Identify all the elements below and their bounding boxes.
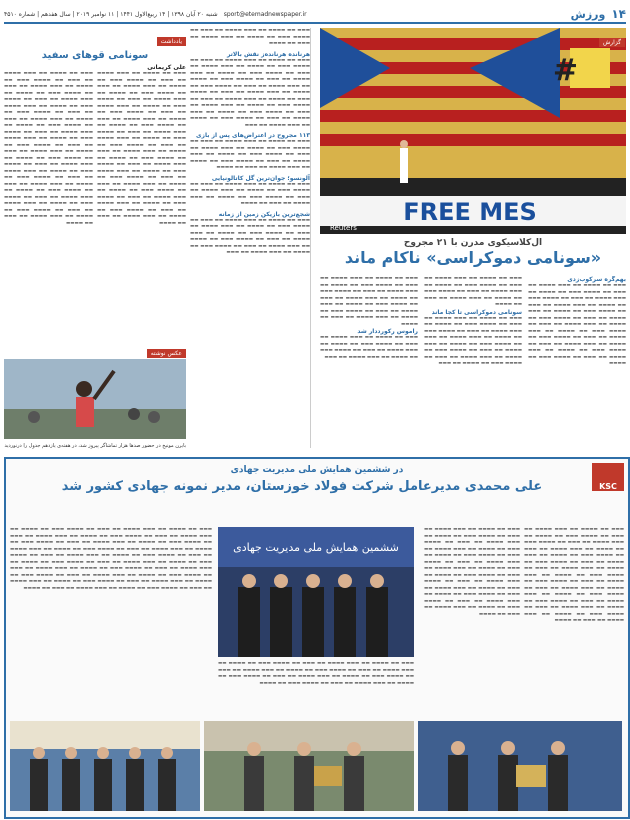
main-headline-block bbox=[320, 238, 626, 274]
main-subhead-2: سونامی دموکراسی تا کجا ماند bbox=[431, 308, 522, 316]
opinion-byline: علی کریمانی bbox=[147, 64, 186, 71]
main-body-text-1: ▬▬▬ ▬▬ ▬▬▬▬ ▬▬ ▬▬▬ ▬▬▬▬ ▬▬ ▬▬▬ ▬▬ ▬▬▬▬ ▬▬▬ ▬▬ ▬▬▬▬ ▬▬ ▬▬▬ ▬▬▬▬ ▬▬ ▬▬▬ ▬▬ ▬▬▬▬ ▬▬▬ ▬▬ ▬▬▬▬ ▬▬ ▬▬▬ ▬▬▬▬ ▬▬ ▬▬▬ ▬▬ ▬▬▬▬ ▬▬▬ ▬▬ ▬▬▬▬ ▬▬ ▬▬▬ ▬▬▬▬ ▬▬ ▬▬▬ ▬▬ ▬▬▬▬ ▬▬▬ ▬▬ ▬▬▬▬ ▬▬ ▬▬▬ ▬▬▬▬ ▬▬ ▬▬▬ ▬▬ ▬▬▬▬ ▬▬▬ ▬▬ ▬▬▬▬ ▬▬ ▬▬▬ ▬▬▬▬ ▬▬ ▬▬▬ ▬▬ ▬▬▬▬ ▬▬▬ ▬▬ ▬▬▬▬ ▬▬ ▬▬▬ ▬▬▬▬ ▬▬ ▬▬▬ ▬▬ ▬▬▬▬ ▬▬▬ ▬▬ ▬▬▬▬ ▬▬ ▬▬▬ ▬▬▬▬ ▬▬ ▬▬▬ ▬▬ ▬▬▬▬ ▬▬▬ ▬▬ ▬▬▬▬ bbox=[528, 283, 626, 366]
main-body-text-2a: ▬▬▬ ▬▬ ▬▬▬▬ ▬▬ ▬▬▬ ▬▬▬▬ ▬▬ ▬▬▬ ▬▬ ▬▬▬▬ ▬▬▬ ▬▬ ▬▬▬▬ ▬▬ ▬▬▬ ▬▬▬▬ ▬▬ ▬▬▬ ▬▬ ▬▬▬▬ ▬▬▬ ▬▬ ▬▬▬▬ ▬▬ ▬▬▬ ▬▬▬▬ ▬▬ ▬▬▬ ▬▬ ▬▬▬▬ bbox=[424, 276, 522, 307]
middle-subhead-1: هرنانده هرنانده‌ز نقش بالاتر bbox=[226, 50, 310, 58]
flag-stripes bbox=[320, 28, 626, 178]
svg-text:#: # bbox=[552, 53, 578, 88]
award-stage-photo bbox=[10, 721, 200, 811]
crowd-celebration-photo bbox=[4, 359, 186, 439]
main-kicker: ال‌کلاسیکوی مدرن با ۲۱ مجروح bbox=[403, 238, 543, 248]
main-body-text-3a: ▬▬▬ ▬▬ ▬▬▬▬ ▬▬ ▬▬▬ ▬▬▬▬ ▬▬ ▬▬▬ ▬▬ ▬▬▬▬ ▬▬▬ ▬▬ ▬▬▬▬ ▬▬ ▬▬▬ ▬▬▬▬ ▬▬ ▬▬▬ ▬▬ ▬▬▬▬ ▬▬▬ ▬▬ ▬▬▬▬ ▬▬ ▬▬▬ ▬▬▬▬ ▬▬ ▬▬▬ ▬▬ ▬▬▬▬ ▬▬▬ ▬▬ ▬▬▬▬ ▬▬ ▬▬▬ ▬▬▬▬ ▬▬ ▬▬▬ ▬▬ ▬▬▬▬ ▬▬▬ ▬▬ ▬▬▬▬ ▬▬ ▬▬▬ ▬▬▬▬ ▬▬ ▬▬▬ ▬▬ ▬▬▬▬ bbox=[320, 276, 418, 327]
main-subhead-1: بهم‌گره سرکوب‌زدی bbox=[567, 276, 626, 283]
section-title: ورزش bbox=[570, 7, 606, 21]
banner-text: FREE MES bbox=[403, 198, 537, 226]
page-number: ۱۴ bbox=[611, 7, 626, 21]
section-email[interactable]: sport@etemadnewspaper.ir bbox=[223, 10, 307, 18]
ceremony-group-photo bbox=[218, 527, 414, 657]
left-opinion-column: یادداشت سونامی قوهای سفید علی کریمانی ▬▬▬ ▬▬ ▬▬▬▬ ▬▬ ▬▬▬ ▬▬▬▬ ▬▬ ▬▬▬ ▬▬ ▬▬▬▬ ▬▬▬ ▬▬ ▬▬▬▬ ▬▬ ▬▬▬ ▬▬▬▬ ▬▬ ▬▬▬ ▬▬ ▬▬▬▬ ▬▬▬ ▬▬ ▬▬▬▬ ▬▬ ▬▬▬ ▬▬▬▬ ▬▬ ▬▬▬ ▬▬ ▬▬▬▬ ▬▬▬ ▬▬ ▬▬▬▬ ▬▬ ▬▬▬ ▬▬▬▬ ▬▬ ▬▬▬ ▬▬ ▬▬▬▬ ▬▬▬ ▬▬ ▬▬▬▬ ▬▬ ▬▬▬ ▬▬▬▬ ▬▬ ▬▬▬ ▬▬ ▬▬▬▬ ▬▬▬ ▬▬ ▬▬▬▬ ▬▬ ▬▬▬ ▬▬▬▬ ▬▬ ▬▬▬ ▬▬ ▬▬▬▬ ▬▬▬ ▬▬ ▬▬▬▬ ▬▬ ▬▬▬ ▬▬▬▬ ▬▬ ▬▬▬ ▬▬ ▬▬▬▬ ▬▬▬ ▬▬ ▬▬▬▬ ▬▬ ▬▬▬ ▬▬▬▬ ▬▬ ▬▬▬ ▬▬ ▬▬▬▬ ▬▬▬ ▬▬ ▬▬▬▬ ▬▬ ▬▬▬ ▬▬▬▬ ▬▬ ▬▬▬ ▬▬ ▬▬▬▬ ▬▬▬ ▬▬ ▬▬▬▬ ▬▬ ▬▬▬ ▬▬▬▬ ▬▬ ▬▬▬ ▬▬ ▬▬▬▬ ▬▬▬ ▬▬ ▬▬▬▬ ▬▬ ▬▬▬ ▬▬▬▬ ▬▬ ▬▬▬ ▬▬ ▬▬▬▬ ▬▬▬ ▬▬ ▬▬▬▬ ▬▬ ▬▬▬ ▬▬▬▬ ▬▬ ▬▬▬ ▬▬ ▬▬▬▬ ▬▬▬ ▬▬ ▬▬▬▬ ▬▬ ▬▬▬ ▬▬▬▬ ▬▬ ▬▬▬ ▬▬ ▬▬▬▬ ▬▬▬ ▬▬ ▬▬▬▬ ▬▬ ▬▬▬ ▬▬▬▬ ▬▬ ▬▬▬ ▬▬ ▬▬▬▬ ▬▬▬ ▬▬ ▬▬▬▬ ▬▬ ▬▬▬ ▬▬▬▬ ▬▬ ▬▬▬ ▬▬ ▬▬▬▬ ▬▬▬ ▬▬ ▬▬▬▬ ▬▬ ▬▬▬ ▬▬▬▬ ▬▬ ▬▬▬ ▬▬ ▬▬▬▬ ▬▬▬ ▬▬ ▬▬▬▬ ▬▬ ▬▬▬ ▬▬▬▬ ▬▬ ▬▬▬ ▬▬ ▬▬▬▬ ▬▬▬ ▬▬ ▬▬▬▬ ▬▬ ▬▬▬ ▬▬▬▬ ▬▬ ▬▬▬ ▬▬ ▬▬▬▬ ▬▬▬ ▬▬ ▬▬▬▬ ▬▬ ▬▬▬ ▬▬▬▬ ▬▬ ▬▬▬ ▬▬ ▬▬▬▬ ▬▬▬ ▬▬ ▬▬▬▬ ▬▬ ▬▬▬ ▬▬▬▬ ▬▬ ▬▬▬ ▬▬ ▬▬▬▬ ▬▬▬ ▬▬ ▬▬▬▬ ▬▬ ▬▬▬ ▬▬▬▬ ▬▬ ▬▬▬ ▬▬ ▬▬▬▬ ▬▬▬ ▬▬ ▬▬▬▬ ▬▬ ▬▬▬ ▬▬▬▬ ▬▬ ▬▬▬ ▬▬ ▬▬▬▬ ▬▬▬ ▬▬ ▬▬▬▬ ▬▬ ▬▬▬ ▬▬▬▬ ▬▬ ▬▬▬ ▬▬ ▬▬▬▬ ▬▬▬ ▬▬ ▬▬▬▬ ▬▬ ▬▬▬ ▬▬▬▬ ▬▬ ▬▬▬ ▬▬ ▬▬▬▬ ▬▬▬ ▬▬ ▬▬▬▬ ▬▬ ▬▬▬ ▬▬▬▬ ▬▬ ▬▬▬ ▬▬ ▬▬▬▬ ▬▬▬ ▬▬ ▬▬▬▬ ▬▬ ▬▬▬ ▬▬▬▬ ▬▬ ▬▬▬ ▬▬ ▬▬▬▬ ▬▬▬ ▬▬ ▬▬▬▬ ▬▬ ▬▬▬ ▬▬▬▬ ▬▬ ▬▬▬ ▬▬ ▬▬▬▬ ▬▬▬ ▬▬ ▬▬▬▬ ▬▬ ▬▬▬ ▬▬▬▬ ▬▬ ▬▬▬ ▬▬ ▬▬▬▬ bbox=[4, 38, 186, 226]
middle-subhead-2: ۱۱۳ مجروح در اعتراض‌های پس از بازی bbox=[196, 132, 310, 139]
photo-caption-tag: عکس نوشته bbox=[147, 349, 186, 358]
officials-photo bbox=[418, 721, 622, 811]
award-presentation-photo bbox=[204, 721, 414, 811]
masthead bbox=[4, 6, 626, 24]
main-subhead-3: راموس رکورددار شد bbox=[357, 328, 418, 335]
main-photo bbox=[320, 28, 626, 234]
main-body-col-2 bbox=[424, 276, 522, 452]
dateline: شنبه ۲۰ آبان ۱۳۹۸ | ۱۴ ربیع‌الاول ۱۴۴۱ | ۱۱ نوامبر ۲۰۱۹ | سال هفدهم | شماره ۴۵۱۰ bbox=[4, 10, 218, 18]
opinion-tag: یادداشت bbox=[157, 37, 186, 46]
main-body-col-3 bbox=[320, 276, 418, 452]
ad-kicker: در ششمین همایش ملی مدیریت جهادی bbox=[230, 465, 404, 475]
photo-caption-text: بایرن مونیخ در حضور صدها هزار تماشاگر پیروز شد، در هفته‌ی یازدهم جدول را درنوردید bbox=[4, 443, 186, 449]
photo-credit: Reuters bbox=[330, 224, 357, 232]
ksc-logo: KSC bbox=[592, 463, 624, 491]
advertisement-box: KSC در ششمین همایش ملی مدیریت جهادی علی محمدی مدیرعامل شرکت فولاد خوزستان، مدیر نمونه جهادی کشور شد ششمین همایش ملی مدیریت جهادی ▬▬▬ ▬▬ ▬▬▬▬ ▬▬ ▬▬▬ ▬▬▬▬ ▬▬ ▬▬▬ ▬▬ ▬▬▬▬ ▬▬▬ ▬▬ ▬▬▬▬ ▬▬ ▬▬▬ ▬▬▬▬ ▬▬ ▬▬▬ ▬▬ ▬▬▬▬ ▬▬▬ ▬▬ ▬▬▬▬ ▬▬ ▬▬▬ ▬▬▬▬ ▬▬ ▬▬▬ ▬▬ ▬▬▬▬ ▬▬▬ ▬▬ ▬▬▬▬ ▬▬ ▬▬▬ ▬▬▬▬ ▬▬ ▬▬▬ ▬▬ ▬▬▬▬ ▬▬▬ ▬▬ ▬▬▬▬ ▬▬ ▬▬▬ ▬▬▬▬ ▬▬ ▬▬▬ ▬▬ ▬▬▬▬ ▬▬▬ ▬▬ ▬▬▬▬ ▬▬ ▬▬▬ ▬▬▬▬ ▬▬ ▬▬▬ ▬▬ ▬▬▬▬ ▬▬▬ ▬▬ ▬▬▬▬ ▬▬ ▬▬▬ ▬▬▬▬ ▬▬ ▬▬▬ ▬▬ ▬▬▬▬ ▬▬▬ ▬▬ ▬▬▬▬ ▬▬ ▬▬▬ ▬▬▬▬ ▬▬ ▬▬▬ ▬▬ ▬▬▬▬ ▬▬▬ ▬▬ ▬▬▬▬ ▬▬ ▬▬▬ ▬▬▬▬ ▬▬ ▬▬▬ ▬▬ ▬▬▬▬ ▬▬▬ ▬▬ ▬▬▬▬ ▬▬ ▬▬▬ ▬▬▬▬ ▬▬ ▬▬▬ ▬▬ ▬▬▬▬ ▬▬▬ ▬▬ ▬▬▬▬ ▬▬ ▬▬▬ ▬▬▬▬ ▬▬ ▬▬▬ ▬▬ ▬▬▬▬ ▬▬▬ ▬▬ ▬▬▬▬ ▬▬ ▬▬▬ ▬▬▬▬ ▬▬ ▬▬▬ ▬▬ ▬▬▬▬ ▬▬▬ ▬▬ ▬▬▬▬ ▬▬ ▬▬▬ ▬▬▬▬ ▬▬ ▬▬▬ ▬▬ ▬▬▬▬ ▬▬▬ ▬▬ ▬▬▬▬ ▬▬ ▬▬▬ ▬▬▬▬ ▬▬ ▬▬▬ ▬▬ ▬▬▬▬ ▬▬▬ ▬▬ ▬▬▬▬ ▬▬ ▬▬▬ ▬▬▬▬ ▬▬ ▬▬▬ ▬▬ ▬▬▬▬ ▬▬▬ ▬▬ ▬▬▬▬ ▬▬ ▬▬▬ ▬▬▬▬ ▬▬ ▬▬▬ ▬▬ ▬▬▬▬ ▬▬▬ ▬▬ ▬▬▬▬ ▬▬ ▬▬▬ ▬▬▬▬ ▬▬ ▬▬▬ ▬▬ ▬▬▬▬ ▬▬▬ ▬▬ ▬▬▬▬ ▬▬ ▬▬▬ ▬▬▬▬ ▬▬ ▬▬▬ ▬▬ ▬▬▬▬ ▬▬▬ ▬▬ ▬▬▬▬ ▬▬ ▬▬▬ ▬▬▬▬ ▬▬ ▬▬▬ ▬▬ ▬▬▬▬ ▬▬▬ ▬▬ ▬▬▬▬ ▬▬ ▬▬▬ ▬▬▬▬ ▬▬ ▬▬▬ ▬▬ ▬▬▬▬ ▬▬▬ ▬▬ ▬▬▬▬ ▬▬ ▬▬▬ ▬▬▬▬ ▬▬ ▬▬▬ ▬▬ ▬▬▬▬ ▬▬▬ ▬▬ ▬▬▬▬ ▬▬ ▬▬▬ ▬▬▬▬ ▬▬ ▬▬▬ ▬▬ ▬▬▬▬ ▬▬▬ ▬▬ ▬▬▬▬ ▬▬ ▬▬▬ ▬▬▬▬ ▬▬ ▬▬▬ ▬▬ ▬▬▬▬ ▬▬▬ ▬▬ ▬▬▬▬ ▬▬ ▬▬▬ ▬▬▬▬ ▬▬ ▬▬▬ ▬▬ ▬▬▬▬ ▬▬▬ ▬▬ ▬▬▬▬ ▬▬▬ ▬▬ ▬▬▬▬ ▬▬ ▬▬▬ ▬▬▬▬ ▬▬ ▬▬▬ ▬▬ ▬▬▬▬ ▬▬▬ ▬▬ ▬▬▬▬ ▬▬ ▬▬▬ ▬▬▬▬ ▬▬ ▬▬▬ ▬▬ ▬▬▬▬ ▬▬▬ ▬▬ ▬▬▬▬ ▬▬ ▬▬▬ ▬▬▬▬ ▬▬ ▬▬▬ ▬▬ ▬▬▬▬ ▬▬▬ ▬▬ ▬▬▬▬ ▬▬ ▬▬▬ ▬▬▬▬ ▬▬ ▬▬▬ ▬▬ ▬▬▬▬ ▬▬▬ ▬▬ ▬▬▬▬ ▬▬ ▬▬▬ ▬▬▬▬ ▬▬ ▬▬▬ ▬▬ ▬▬▬▬ ▬▬▬ ▬▬ ▬▬▬▬ ▬▬ ▬▬▬ ▬▬▬▬ ▬▬ ▬▬▬ ▬▬ ▬▬▬▬ ▬▬▬ ▬▬ ▬▬▬▬ ▬▬ ▬▬▬ ▬▬▬▬ ▬▬ ▬▬▬ ▬▬ ▬▬▬▬ ▬▬▬ ▬▬ ▬▬▬▬ ▬▬ ▬▬▬ ▬▬▬▬ ▬▬ ▬▬▬ ▬▬ ▬▬▬▬ ▬▬▬ ▬▬ ▬▬▬▬ ▬▬ ▬▬▬ ▬▬▬▬ ▬▬ ▬▬▬ ▬▬ ▬▬▬▬ ▬▬▬ ▬▬ ▬▬▬▬ ▬▬ ▬▬▬ ▬▬▬▬ ▬▬ ▬▬▬ ▬▬ ▬▬▬▬ ▬▬▬ ▬▬ ▬▬▬▬ ▬▬ ▬▬▬ ▬▬▬▬ ▬▬ ▬▬▬ ▬▬ ▬▬▬▬ ▬▬▬ ▬▬ ▬▬▬▬ ▬▬ ▬▬▬ ▬▬▬▬ ▬▬ ▬▬▬ ▬▬ ▬▬▬▬ ▬▬▬ ▬▬ ▬▬▬▬ ▬▬ ▬▬▬ ▬▬▬▬ ▬▬ ▬▬▬ ▬▬ ▬▬▬▬ ▬▬▬ ▬▬ ▬▬▬▬ ▬▬ ▬▬▬ ▬▬▬▬ ▬▬ ▬▬▬ ▬▬ ▬▬▬▬ bbox=[4, 457, 630, 819]
opinion-headline[interactable]: سونامی قوهای سفید bbox=[41, 50, 149, 61]
middle-subhead-3: آلونسو؛ جوان‌ترین گل کاتالونیایی bbox=[211, 174, 310, 182]
stadium-crowd-photo bbox=[320, 28, 626, 234]
main-body-text-2b: ▬▬▬ ▬▬ ▬▬▬▬ ▬▬ ▬▬▬ ▬▬▬▬ ▬▬ ▬▬▬ ▬▬ ▬▬▬▬ ▬▬▬ ▬▬ ▬▬▬▬ ▬▬ ▬▬▬ ▬▬▬▬ ▬▬ ▬▬▬ ▬▬ ▬▬▬▬ ▬▬▬ ▬▬ ▬▬▬▬ ▬▬ ▬▬▬ ▬▬▬▬ ▬▬ ▬▬▬ ▬▬ ▬▬▬▬ ▬▬▬ ▬▬ ▬▬▬▬ ▬▬ ▬▬▬ ▬▬▬▬ ▬▬ ▬▬▬ ▬▬ ▬▬▬▬ ▬▬▬ ▬▬ ▬▬▬▬ ▬▬ ▬▬▬ ▬▬▬▬ ▬▬ ▬▬▬ ▬▬ ▬▬▬▬ ▬▬▬ ▬▬ ▬▬▬▬ ▬▬ ▬▬▬ bbox=[424, 315, 522, 366]
main-story-tag: گزارش bbox=[599, 29, 625, 48]
middle-subhead-4: شجع‌ترین بازیکن زمین از زمانه bbox=[218, 210, 310, 218]
ad-headline[interactable]: علی محمدی مدیرعامل شرکت فولاد خوزستان، مدیر نمونه جهادی کشور شد bbox=[61, 479, 543, 494]
main-headline[interactable]: «سونامی دموکراسی» ناکام ماند bbox=[344, 248, 602, 267]
photo-caption-box bbox=[4, 340, 186, 452]
main-body-text-3b: ▬▬▬ ▬▬ ▬▬▬▬ ▬▬ ▬▬▬ ▬▬▬▬ ▬▬ ▬▬▬ ▬▬ ▬▬▬▬ ▬▬▬ ▬▬ ▬▬▬▬ ▬▬ ▬▬▬ ▬▬▬▬ ▬▬ ▬▬▬ ▬▬ ▬▬▬▬ ▬▬▬ ▬▬ ▬▬▬▬ ▬▬ ▬▬▬ ▬▬▬▬ ▬▬ ▬▬▬ bbox=[320, 335, 418, 360]
ceremony-banner: ششمین همایش ملی مدیریت جهادی bbox=[233, 541, 399, 554]
middle-column: ▬▬▬ ▬▬ ▬▬▬▬ ▬▬ ▬▬▬ ▬▬▬▬ ▬▬ ▬▬▬ ▬▬ ▬▬▬▬ ▬▬▬ ▬▬ ▬▬▬▬ ▬▬ ▬▬▬ ▬▬▬▬ ▬▬ ▬▬▬ ▬▬ ▬▬▬▬ هرنانده هرنانده‌ز نقش بالاتر ▬▬▬ ▬▬ ▬▬▬▬ ▬▬ ▬▬▬ ▬▬▬▬ ▬▬ ▬▬▬ ▬▬ ▬▬▬▬ ▬▬▬ ▬▬ ▬▬▬▬ ▬▬ ▬▬▬ ▬▬▬▬ ▬▬ ▬▬▬ ▬▬ ▬▬▬▬ ▬▬▬ ▬▬ ▬▬▬▬ ▬▬ ▬▬▬ ▬▬▬▬ ▬▬ ▬▬▬ ▬▬ ▬▬▬▬ ▬▬▬ ▬▬ ▬▬▬▬ ▬▬ ▬▬▬ ▬▬▬▬ ▬▬ ▬▬▬ ▬▬ ▬▬▬▬ ▬▬▬ ▬▬ ▬▬▬▬ ▬▬ ▬▬▬ ▬▬▬▬ ▬▬ ▬▬▬ ▬▬ ▬▬▬▬ ▬▬▬ ▬▬ ▬▬▬▬ ▬▬ ▬▬▬ ▬▬▬▬ ▬▬ ▬▬▬ ▬▬ ▬▬▬▬ ▬▬▬ ▬▬ ▬▬▬▬ ▬▬ ▬▬▬ ▬▬▬▬ ▬▬ ▬▬▬ ▬▬ ▬▬▬▬ ▬▬▬ ▬▬ ▬▬▬▬ ▬▬ ▬▬▬ ▬▬▬▬ ▬▬ ▬▬▬ ▬▬ ▬▬▬▬ ▬▬▬ ▬▬ ▬▬▬▬ ▬▬ ▬▬▬ ▬▬▬▬ ▬▬ ▬▬▬ ۱۱۳ مجروح در اعتراض‌های پس از بازی ▬▬▬ ▬▬ ▬▬▬▬ ▬▬ ▬▬▬ ▬▬▬▬ ▬▬ ▬▬▬ ▬▬ ▬▬▬▬ ▬▬▬ ▬▬ ▬▬▬▬ ▬▬ ▬▬▬ ▬▬▬▬ ▬▬ ▬▬▬ ▬▬ ▬▬▬▬ ▬▬▬ ▬▬ ▬▬▬▬ ▬▬ ▬▬▬ ▬▬▬▬ ▬▬ ▬▬▬ ▬▬ ▬▬▬▬ ▬▬▬ ▬▬ ▬▬▬▬ ▬▬ ▬▬▬ ▬▬▬▬ ▬▬ ▬▬▬ ▬▬ ▬▬▬▬ آلونسو؛ جوان‌ترین گل کاتالونیایی ▬▬▬ ▬▬ ▬▬▬▬ ▬▬ ▬▬▬ ▬▬▬▬ ▬▬ ▬▬▬ ▬▬ ▬▬▬▬ ▬▬▬ ▬▬ ▬▬▬▬ ▬▬ ▬▬▬ ▬▬▬▬ ▬▬ ▬▬▬ ▬▬ ▬▬▬▬ ▬▬▬ ▬▬ ▬▬▬▬ ▬▬ ▬▬▬ ▬▬▬▬ ▬▬ ▬▬▬ ▬▬ ▬▬▬▬ شجع‌ترین بازیکن زمین از زمانه ▬▬▬ ▬▬ ▬▬▬▬ ▬▬ ▬▬▬ ▬▬▬▬ ▬▬ ▬▬▬ ▬▬ ▬▬▬▬ ▬▬▬ ▬▬ ▬▬▬▬ ▬▬ ▬▬▬ ▬▬▬▬ ▬▬ ▬▬▬ ▬▬ ▬▬▬▬ ▬▬▬ ▬▬ ▬▬▬▬ ▬▬ ▬▬▬ ▬▬▬▬ ▬▬ ▬▬▬ ▬▬ ▬▬▬▬ ▬▬▬ ▬▬ ▬▬▬▬ ▬▬ ▬▬▬ ▬▬▬▬ ▬▬ ▬▬▬ ▬▬ ▬▬▬▬ ▬▬▬ ▬▬ ▬▬▬▬ ▬▬ ▬▬▬ ▬▬▬▬ ▬▬ ▬▬▬ bbox=[190, 28, 311, 448]
main-body-col-1 bbox=[528, 276, 626, 452]
